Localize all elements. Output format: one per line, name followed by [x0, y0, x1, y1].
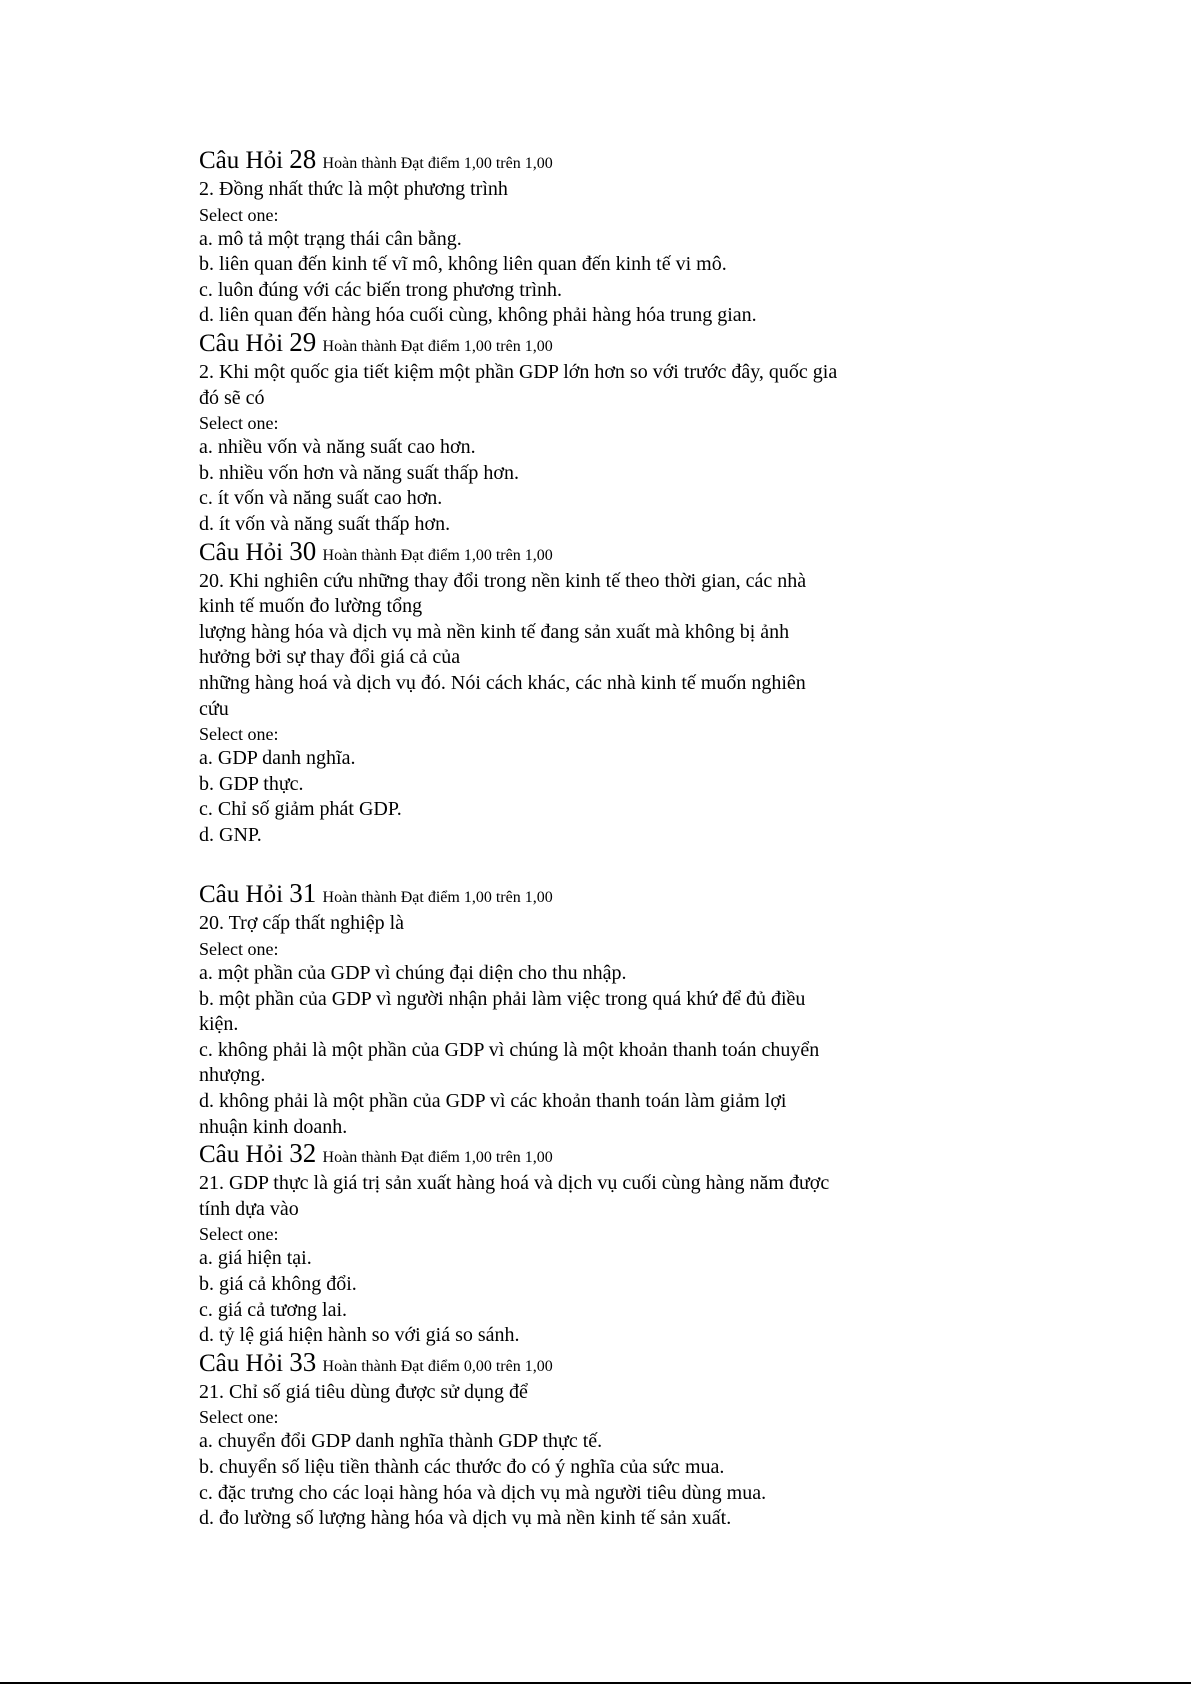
option-text-line: kiện. [199, 1013, 239, 1036]
question-number: 29 [289, 326, 317, 357]
question-28 [199, 146, 919, 329]
question-status: Hoàn thành Đạt điểm 1,00 trên 1,00 [322, 546, 553, 564]
option-d[interactable]: d. liên quan đến hàng hóa cuối cùng, không phải hàng hóa trung gian. [199, 304, 757, 327]
question-32 [199, 1140, 919, 1349]
question-status: Hoàn thành Đạt điểm 1,00 trên 1,00 [322, 155, 553, 172]
question-word: Câu Hỏi [199, 1141, 284, 1169]
select-one-label: Select one: [199, 724, 279, 745]
question-header [199, 880, 919, 911]
option-a[interactable]: a. mô tả một trạng thái cân bằng. [199, 227, 462, 250]
question-30 [199, 535, 919, 849]
select-one-label: Select one: [199, 204, 279, 225]
option-c[interactable]: c. đặc trưng cho các loại hàng hóa và dịch vụ mà người tiêu dùng mua. [199, 1481, 767, 1504]
question-text-line: hưởng bởi sự thay đổi giá cả của [199, 646, 461, 669]
option-b[interactable]: b. GDP thực. [199, 772, 304, 795]
question-text-line: lượng hàng hóa và dịch vụ mà nền kinh tế đang sản xuất mà không bị ảnh [199, 620, 790, 643]
question-text-line: 20. Khi nghiên cứu những thay đổi trong nền kinh tế theo thời gian, các nhà [199, 569, 807, 592]
question-29 [199, 326, 919, 538]
question-status: Hoàn thành Đạt điểm 1,00 trên 1,00 [322, 337, 553, 355]
option-d[interactable] [199, 1089, 919, 1140]
option-b[interactable]: b. liên quan đến kinh tế vĩ mô, không liên quan đến kinh tế vi mô. [199, 253, 727, 276]
question-status: Hoàn thành Đạt điểm 1,00 trên 1,00 [322, 1149, 553, 1167]
question-text-line: đó sẽ có [199, 386, 265, 409]
question-word: Câu Hỏi [199, 147, 284, 174]
option-d[interactable]: d. GNP. [199, 823, 262, 846]
option-c[interactable]: c. luôn đúng với các biến trong phương trình. [199, 278, 563, 301]
question-33 [199, 1346, 919, 1532]
question-text-line: 21. GDP thực là giá trị sản xuất hàng hoá và dịch vụ cuối cùng hàng năm được [199, 1172, 830, 1195]
question-number: 28 [289, 144, 317, 174]
option-c[interactable] [199, 1038, 919, 1089]
option-a[interactable]: a. nhiều vốn và năng suất cao hơn. [199, 436, 476, 459]
option-b[interactable]: b. nhiều vốn hơn và năng suất thấp hơn. [199, 461, 519, 484]
select-one-label: Select one: [199, 1407, 279, 1428]
option-c[interactable]: c. ít vốn và năng suất cao hơn. [199, 487, 443, 510]
option-b[interactable] [199, 987, 919, 1038]
question-text-line: kinh tế muốn đo lường tổng [199, 595, 423, 618]
option-b[interactable]: b. chuyển số liệu tiền thành các thước đo có ý nghĩa của sức mua. [199, 1455, 725, 1478]
question-31 [199, 880, 919, 1140]
option-text-line: b. một phần của GDP vì người nhận phải làm việc trong quá khứ để đủ điều [199, 987, 806, 1010]
question-number: 30 [289, 535, 317, 566]
question-text-line: tính dựa vào [199, 1197, 299, 1220]
option-c[interactable]: c. Chỉ số giảm phát GDP. [199, 798, 402, 821]
option-a[interactable]: a. giá hiện tại. [199, 1247, 312, 1270]
option-text-line: nhuận kinh doanh. [199, 1115, 348, 1138]
question-status: Hoàn thành Đạt điểm 0,00 trên 1,00 [322, 1357, 553, 1375]
option-a[interactable]: a. chuyển đổi GDP danh nghĩa thành GDP thực tế. [199, 1430, 603, 1453]
question-word: Câu Hỏi [199, 538, 284, 566]
page-bottom-rule [0, 1682, 1191, 1684]
question-header [199, 326, 919, 360]
question-header [199, 1140, 919, 1171]
select-one-label: Select one: [199, 939, 279, 960]
option-text-line: d. không phải là một phần của GDP vì các khoản thanh toán làm giảm lợi [199, 1090, 787, 1113]
question-header [199, 1346, 919, 1380]
question-word: Câu Hỏi [199, 1349, 284, 1377]
question-text-line: 20. Trợ cấp thất nghiệp là [199, 912, 404, 935]
option-d[interactable]: d. đo lường số lượng hàng hóa và dịch vụ mà nền kinh tế sản xuất. [199, 1507, 732, 1530]
option-text-line: c. không phải là một phần của GDP vì chúng là một khoản thanh toán chuyển [199, 1038, 820, 1061]
question-text-line: 21. Chỉ số giá tiêu dùng được sử dụng để [199, 1380, 528, 1403]
select-one-label: Select one: [199, 413, 279, 434]
option-b[interactable]: b. giá cả không đổi. [199, 1273, 357, 1295]
quiz-document [199, 146, 919, 1532]
question-word: Câu Hỏi [199, 881, 284, 909]
question-text-line: 2. Đồng nhất thức là một phương trình [199, 178, 508, 200]
question-header [199, 535, 919, 569]
option-text-line: nhượng. [199, 1064, 266, 1087]
question-word: Câu Hỏi [199, 329, 284, 357]
question-number: 32 [289, 1138, 317, 1169]
option-a[interactable] [199, 961, 919, 987]
select-one-label: Select one: [199, 1224, 279, 1245]
option-d[interactable]: d. ít vốn và năng suất thấp hơn. [199, 512, 451, 535]
question-text-line: 2. Khi một quốc gia tiết kiệm một phần GDP lớn hơn so với trước đây, quốc gia [199, 360, 838, 383]
question-number: 33 [289, 1346, 317, 1377]
option-text-line: a. một phần của GDP vì chúng đại diện cho thu nhập. [199, 962, 627, 985]
question-status: Hoàn thành Đạt điểm 1,00 trên 1,00 [322, 889, 553, 907]
option-a[interactable]: a. GDP danh nghĩa. [199, 747, 356, 770]
question-header [199, 146, 919, 177]
option-d[interactable]: d. tỷ lệ giá hiện hành so với giá so sánh. [199, 1324, 520, 1347]
option-c[interactable]: c. giá cả tương lai. [199, 1298, 348, 1321]
question-text-line: những hàng hoá và dịch vụ đó. Nói cách khác, các nhà kinh tế muốn nghiên [199, 671, 806, 694]
question-text-line: cứu [199, 697, 229, 720]
question-number: 31 [289, 878, 317, 909]
